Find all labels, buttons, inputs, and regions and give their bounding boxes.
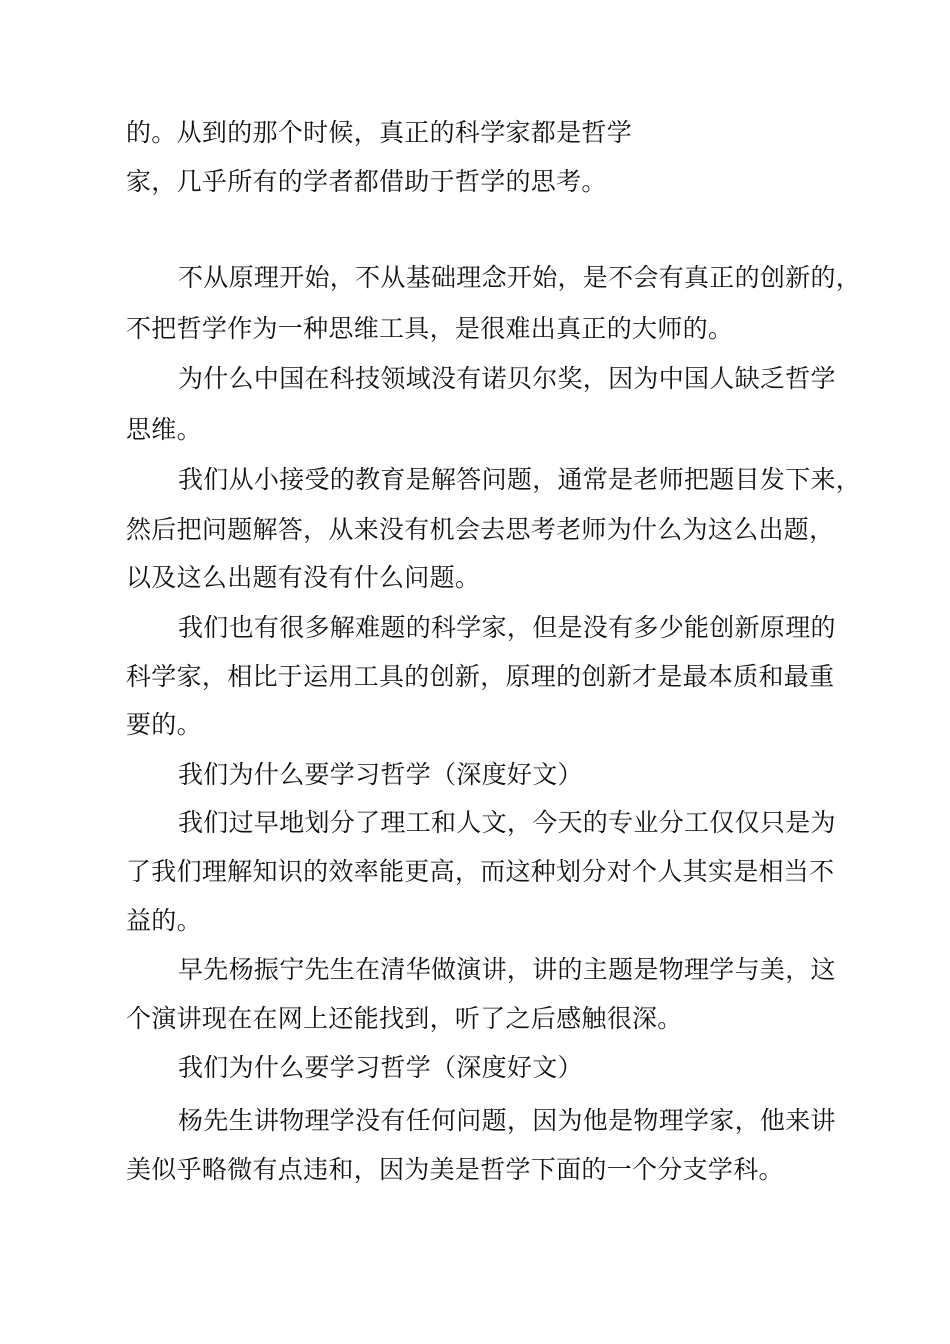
text-line: 以及这么出题有没有什么问题。 [126, 563, 481, 592]
section-heading: 我们为什么要学习哲学（深度好文） [178, 760, 583, 789]
text-line: 科学家，相比于运用工具的创新，原理的创新才是最本质和最重 [126, 662, 835, 691]
text-line: 我们从小接受的教育是解答问题，通常是老师把题目发下来， [178, 465, 862, 494]
text-line: 我们也有很多解难题的科学家，但是没有多少能创新原理的 [178, 613, 836, 642]
section-heading: 我们为什么要学习哲学（深度好文） [178, 1053, 583, 1082]
text-line: 的。从到的那个时候，真正的科学家都是哲学 [126, 118, 633, 147]
text-line: 为什么中国在科技领域没有诺贝尔奖，因为中国人缺乏哲学 [178, 364, 836, 393]
text-line: 了我们理解知识的效率能更高，而这种划分对个人其实是相当不 [126, 857, 835, 886]
text-line: 要的。 [126, 710, 202, 739]
text-line: 益的。 [126, 906, 202, 935]
text-line: 家，几乎所有的学者都借助于哲学的思考。 [126, 167, 607, 196]
text-line: 思维。 [126, 415, 202, 444]
text-line: 杨先生讲物理学没有任何问题，因为他是物理学家，他来讲 [178, 1106, 836, 1135]
text-line: 不把哲学作为一种思维工具，是很难出真正的大师的。 [126, 314, 734, 343]
text-line: 美似乎略微有点违和，因为美是哲学下面的一个分支学科。 [126, 1155, 784, 1184]
text-line: 早先杨振宁先生在清华做演讲，讲的主题是物理学与美，这 [178, 955, 836, 984]
text-line: 个演讲现在在网上还能找到，听了之后感触很深。 [126, 1004, 683, 1033]
text-line: 不从原理开始，不从基础理念开始，是不会有真正的创新的， [178, 263, 862, 292]
text-line: 我们过早地划分了理工和人文，今天的专业分工仅仅只是为 [178, 808, 836, 837]
text-line: 然后把问题解答，从来没有机会去思考老师为什么为这么出题， [126, 515, 835, 544]
